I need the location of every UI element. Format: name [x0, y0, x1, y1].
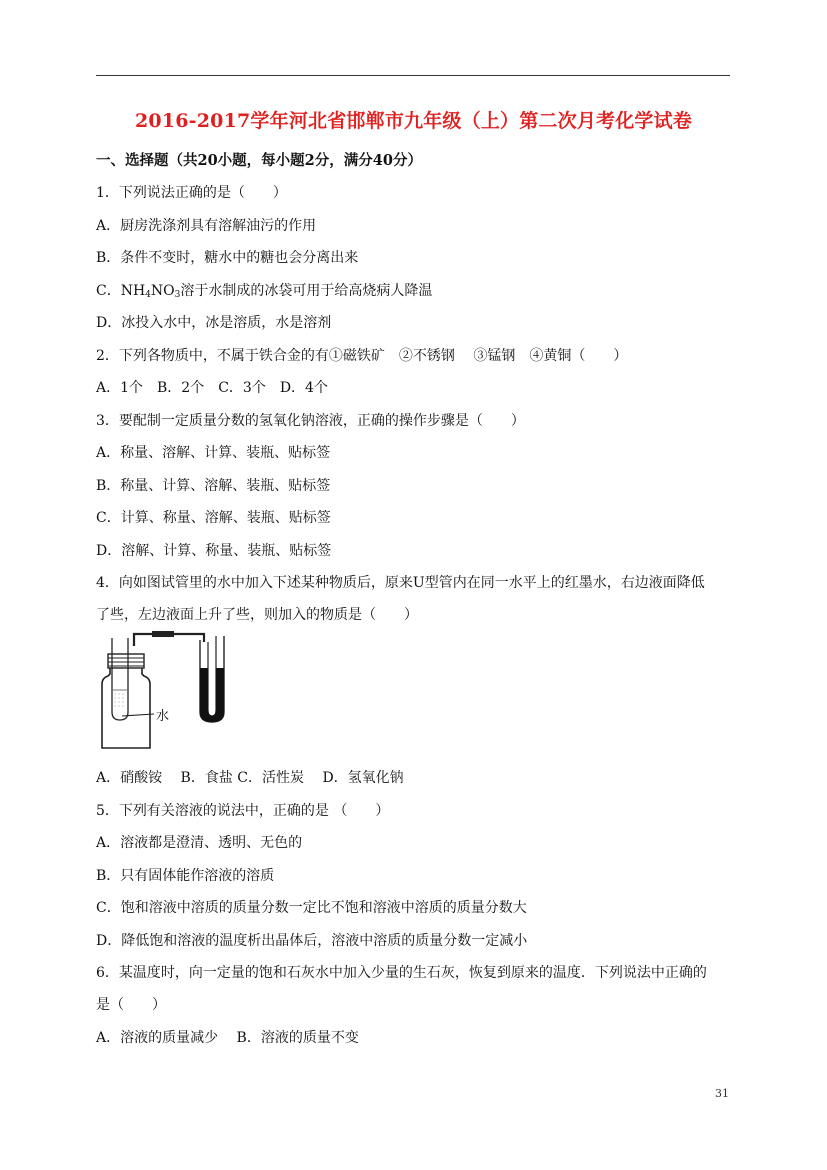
figure-label-water: 水 — [156, 709, 170, 724]
q4-stem-line1: 4．向如图试管里的水中加入下述某种物质后，原来U型管内在同一水平上的红墨水，右边液面降低 — [96, 575, 705, 591]
q5-stem: 5．下列有关溶液的说法中，正确的是 （ ） — [96, 803, 390, 819]
q2-stem: 2．下列各物质中，不属于铁合金的有①磁铁矿 ②不锈钢 ③锰钢 ④黄铜（ ） — [96, 348, 628, 364]
q4-options: A．硝酸铵 B．食盐 C．活性炭 D．氢氧化钠 — [96, 770, 404, 786]
q5-option-b: B．只有固体能作溶液的溶质 — [96, 868, 275, 884]
q1-option-c — [96, 280, 432, 300]
page-number: 31 — [715, 1087, 729, 1100]
q1-c-mid: NO — [150, 283, 175, 299]
q6-options: A．溶液的质量减少 B．溶液的质量不变 — [96, 1030, 359, 1046]
q3-option-d: D．溶解、计算、称量、装瓶、贴标签 — [96, 543, 332, 559]
q1-stem: 1．下列说法正确的是（ ） — [96, 185, 287, 201]
q1-option-d: D．冰投入水中，冰是溶质，水是溶剂 — [96, 315, 332, 331]
header-rule — [96, 75, 730, 76]
q4-stem-line2: 了些，左边液面上升了些，则加入的物质是（ ） — [96, 607, 418, 623]
q5-option-a: A．溶液都是澄清、透明、无色的 — [96, 835, 303, 851]
q3-option-a: A．称量、溶解、计算、装瓶、贴标签 — [96, 445, 331, 461]
apparatus-figure — [96, 628, 246, 750]
q1-c-prefix: C．NH — [96, 283, 146, 299]
q3-option-b: B．称量、计算、溶解、装瓶、贴标签 — [96, 478, 331, 494]
subscript: 3 — [174, 290, 181, 300]
q2-options: A．1个 B．2个 C．3个 D．4个 — [96, 380, 328, 396]
section-heading: 一、选择题（共20小题，每小题2分，满分40分） — [96, 152, 422, 169]
q6-stem-line1: 6．某温度时，向一定量的饱和石灰水中加入少量的生石灰，恢复到原来的温度．下列说法中正确的 — [96, 965, 707, 981]
q3-stem: 3．要配制一定质量分数的氢氧化钠溶液，正确的操作步骤是（ ） — [96, 413, 525, 429]
q5-option-d: D．降低饱和溶液的温度析出晶体后，溶液中溶质的质量分数一定减小 — [96, 933, 528, 949]
q3-option-c: C．计算、称量、溶解、装瓶、贴标签 — [96, 510, 331, 526]
exam-title: 2016-2017学年河北省邯郸市九年级（上）第二次月考化学试卷 — [134, 110, 693, 132]
q1-c-post: 溶于水制成的冰袋可用于给高烧病人降温 — [180, 283, 433, 299]
q5-option-c: C．饱和溶液中溶质的质量分数一定比不饱和溶液中溶质的质量分数大 — [96, 900, 527, 916]
subscript: 4 — [145, 290, 151, 300]
q6-stem-line2: 是（ ） — [96, 997, 166, 1013]
q1-option-a: A．厨房洗涤剂具有溶解油污的作用 — [96, 218, 317, 234]
q1-option-b: B．条件不变时，糖水中的糖也会分离出来 — [96, 250, 359, 266]
